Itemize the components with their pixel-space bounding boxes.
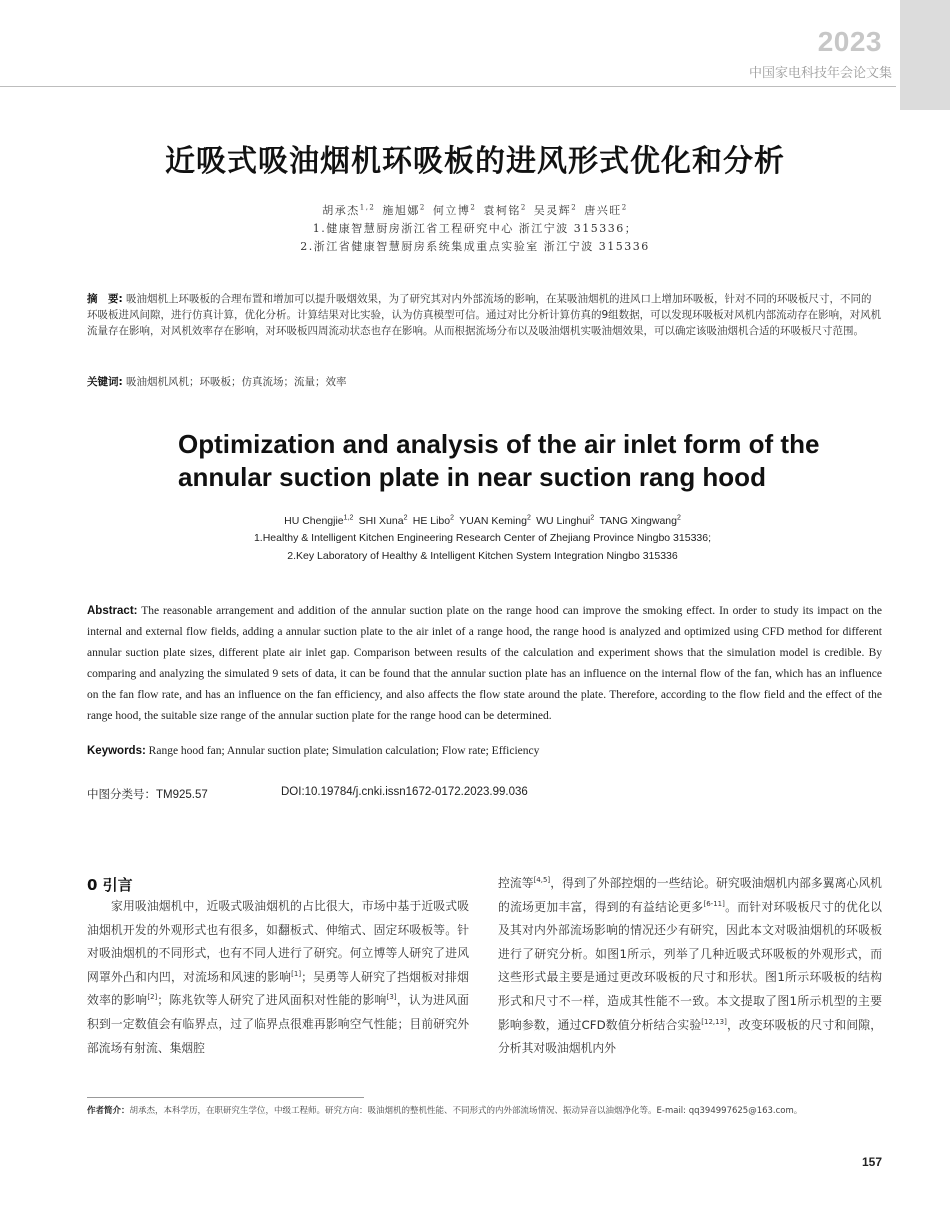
affiliation-cn-2: 2.浙江省健康智慧厨房系统集成重点实验室 浙江宁波 315336 xyxy=(300,240,650,253)
affiliation-en-1: 1.Healthy & Intelligent Kitchen Engineering Research Center of Zhejiang Province Ningbo 315336; xyxy=(253,532,712,544)
keywords-en-text: Range hood fan; Annular suction plate; Simulation calculation; Flow rate; Efficiency xyxy=(148,745,540,757)
body-column-left xyxy=(87,895,469,1060)
en-author xyxy=(413,515,454,527)
en-author-name: WU Linghui xyxy=(536,514,591,527)
paper-title-cn: 近吸式吸油烟机环吸板的进风形式优化和分析 xyxy=(165,144,785,179)
left-body-text: ；吴勇等人研究了挡烟板对排烟效率的影响 xyxy=(87,969,469,1008)
cn-author xyxy=(483,204,526,217)
en-author-sup: 2 xyxy=(590,514,595,521)
cn-author-sup: 1,2 xyxy=(359,203,376,212)
en-author-sup: 2 xyxy=(403,514,408,521)
affiliation-cn-1: 1.健康智慧厨房浙江省工程研究中心 浙江宁波 315336； xyxy=(312,222,638,235)
cn-author xyxy=(382,204,425,217)
en-author-sup: 2 xyxy=(526,514,531,521)
en-author-name: SHI Xuna xyxy=(358,514,404,527)
cn-author-sup: 2 xyxy=(520,203,527,212)
page-number: 157 xyxy=(861,1155,882,1169)
author-footnote xyxy=(87,1104,887,1116)
footnote-text: 胡承杰，本科学历，在职研究生学位，中级工程师。研究方向：吸油烟机的整机性能、不同形式的内外部流场情况、振动异音以油烟净化等。E-mail: qq394997625@163.com。 xyxy=(129,1106,803,1116)
cn-author-sup: 2 xyxy=(419,203,426,212)
right-body-text: ，得到了外部控烟的一些结论。研究吸油烟机内部多翼离心风机的流场更加丰富，得到的有益结论更多 xyxy=(498,876,882,914)
en-author-name: HU Chengjie xyxy=(284,514,344,527)
cn-author-name: 何立博 xyxy=(432,204,471,217)
en-author xyxy=(459,515,531,527)
right-body-text: 控流等 xyxy=(498,876,534,890)
left-body-text: ，认为进风面积到一定数值会有临界点，过了临界点很难再影响空气性能；目前研究外部流场有射流、集烟腔 xyxy=(87,993,469,1055)
cn-author-name: 胡承杰 xyxy=(322,204,360,217)
keywords-cn-label: 关键词: xyxy=(87,376,123,388)
cn-author xyxy=(534,204,577,217)
keywords-cn xyxy=(87,374,882,390)
citation-ref[interactable]: [6-11] xyxy=(703,899,725,908)
cn-author-name: 施旭娜 xyxy=(382,204,420,217)
section-heading: 0 引言 xyxy=(87,876,133,894)
right-body-text: ，改变环吸板的尺寸和间隙，分析其对吸油烟机内外 xyxy=(498,1017,882,1056)
en-author xyxy=(600,515,681,527)
paper-title-en xyxy=(178,428,878,494)
cn-author xyxy=(322,204,375,217)
header-series-title: 中国家电科技年会论文集 xyxy=(748,66,892,81)
abstract-cn-text: 吸油烟机上环吸板的合理布置和增加可以提升吸烟效果，为了研究其对内外部流场的影响，在某吸油烟机的进风口上增加环吸板，针对不同的环吸板尺寸，不同的环吸板进风间隙，进行仿真计算，优化分析。计算结果对比实验，认为仿真模型可信。通过对比分析计算仿真的9组数据，可以发现环吸板对风机内部流动存在影响，对风机流量存在影响，对风机效率存在影响，对环吸板四周流动状态也存在影响。从而根据流场分布以及吸油烟机实吸油烟效果，可以确定该吸油烟机合适的环吸板尺寸范围。 xyxy=(87,293,882,337)
cn-author xyxy=(433,204,476,217)
cn-author-name: 袁柯铭 xyxy=(483,204,521,217)
en-author-sup: 2 xyxy=(676,514,681,521)
header-rule xyxy=(0,86,896,87)
doi-link[interactable]: DOI:10.19784/j.cnki.issn1672-0172.2023.99.036 xyxy=(281,786,528,798)
paper-title-en-line2: annular suction plate in near suction rang hood xyxy=(178,462,766,492)
cn-author xyxy=(584,204,627,217)
keywords-en xyxy=(87,745,882,757)
citation-ref[interactable]: [3] xyxy=(386,993,397,1002)
cn-author-sup: 2 xyxy=(571,203,578,212)
en-author-sup: 2 xyxy=(450,514,454,521)
right-body-text: 。而针对环吸板尺寸的优化以及其对内外部流场影响的情况还少有研究，因此本文对吸油烟机的环吸板进行了研究分析。如图1所示，列举了几种近吸式环吸板的外观形式，而这些形式最主要是通过更改环吸板的尺寸和形状。图1所示环吸板的结构形式和尺寸不一样，造成其性能不一致。本文提取了图1所示机型的主要影响参数，通过CFD数值分析结合实验 xyxy=(498,899,882,1032)
en-author-name: YUAN Keming xyxy=(459,514,527,527)
en-author-name: TANG Xingwang xyxy=(599,514,677,527)
header-year: 2023 xyxy=(817,26,882,57)
left-body-text: ；陈兆钦等人研究了进风面积对性能的影响 xyxy=(157,993,387,1008)
keywords-cn-text: 吸油烟机风机；环吸板；仿真流场；流量；效率 xyxy=(126,376,347,388)
footnote-label: 作者简介： xyxy=(87,1106,130,1116)
abstract-en-text: The reasonable arrangement and addition of the annular suction plate on the range hood can improve the smoking effect. In order to study its impact on the internal and external flow fields, adding a annular suction plate to the air inlet of a range hood, the range hood is analyzed and optimized using CFD method for different annular suction plate sizes, different plate air inlet gap. Comparison between results of the calculation and experiment shows that the simulation model is credible. By comparing and analyzing the simulated 9 sets of data, it can be found that the annular suction plate has an influence on the internal flow of the fan, which has an influence on the fan flow rate, and has an influence on the fan efficiency, and also affects the flow state around the plate. Therefore, according to the flow field and the effect of the range hood, the suitable size range of the annular suction plate for the range hood can be determined. xyxy=(87,605,882,722)
left-body-text: 家用吸油烟机中，近吸式吸油烟机的占比很大，市场中基于近吸式吸油烟机开发的外观形式也有很多，如翻板式、伸缩式、固定环吸板等。针对吸油烟机的不同形式，也有不同人进行了研究。何立博等人研究了进风网罩外凸和内凹，对流场和风速的影响 xyxy=(87,899,469,984)
cn-author-name: 吴灵辉 xyxy=(533,204,572,217)
cn-author-sup: 2 xyxy=(470,203,477,212)
citation-ref[interactable]: [12,13] xyxy=(701,1017,727,1026)
keywords-en-label: Keywords: xyxy=(87,745,146,757)
citation-ref[interactable]: [2] xyxy=(147,993,158,1002)
abstract-cn xyxy=(87,291,882,339)
body-column-right xyxy=(498,872,882,1061)
en-author-sup: 1,2 xyxy=(343,514,354,521)
citation-ref[interactable]: [4,5] xyxy=(533,876,551,885)
citation-ref[interactable]: [1] xyxy=(291,969,302,978)
cn-author-name: 唐兴旺 xyxy=(584,204,622,217)
page-corner-tab xyxy=(900,0,950,110)
footnote-rule xyxy=(87,1097,364,1098)
abstract-cn-label: 摘 要: xyxy=(87,293,123,305)
affiliation-en-2: 2.Key Laboratory of Healthy & Intelligent Kitchen System Integration Ningbo 315336 xyxy=(287,550,678,562)
author-list-cn xyxy=(0,202,950,218)
author-list-en xyxy=(0,514,950,527)
en-author xyxy=(284,515,353,527)
en-author-name: HE Libo xyxy=(412,514,451,527)
cn-author-sup: 2 xyxy=(621,203,628,212)
classification-number: 中图分类号：TM925.57 xyxy=(87,789,208,801)
abstract-en-label: Abstract: xyxy=(87,605,138,617)
en-author xyxy=(359,515,408,527)
paper-title-en-line1: Optimization and analysis of the air inlet form of the xyxy=(178,429,820,459)
abstract-en xyxy=(87,601,882,727)
en-author xyxy=(536,515,594,527)
